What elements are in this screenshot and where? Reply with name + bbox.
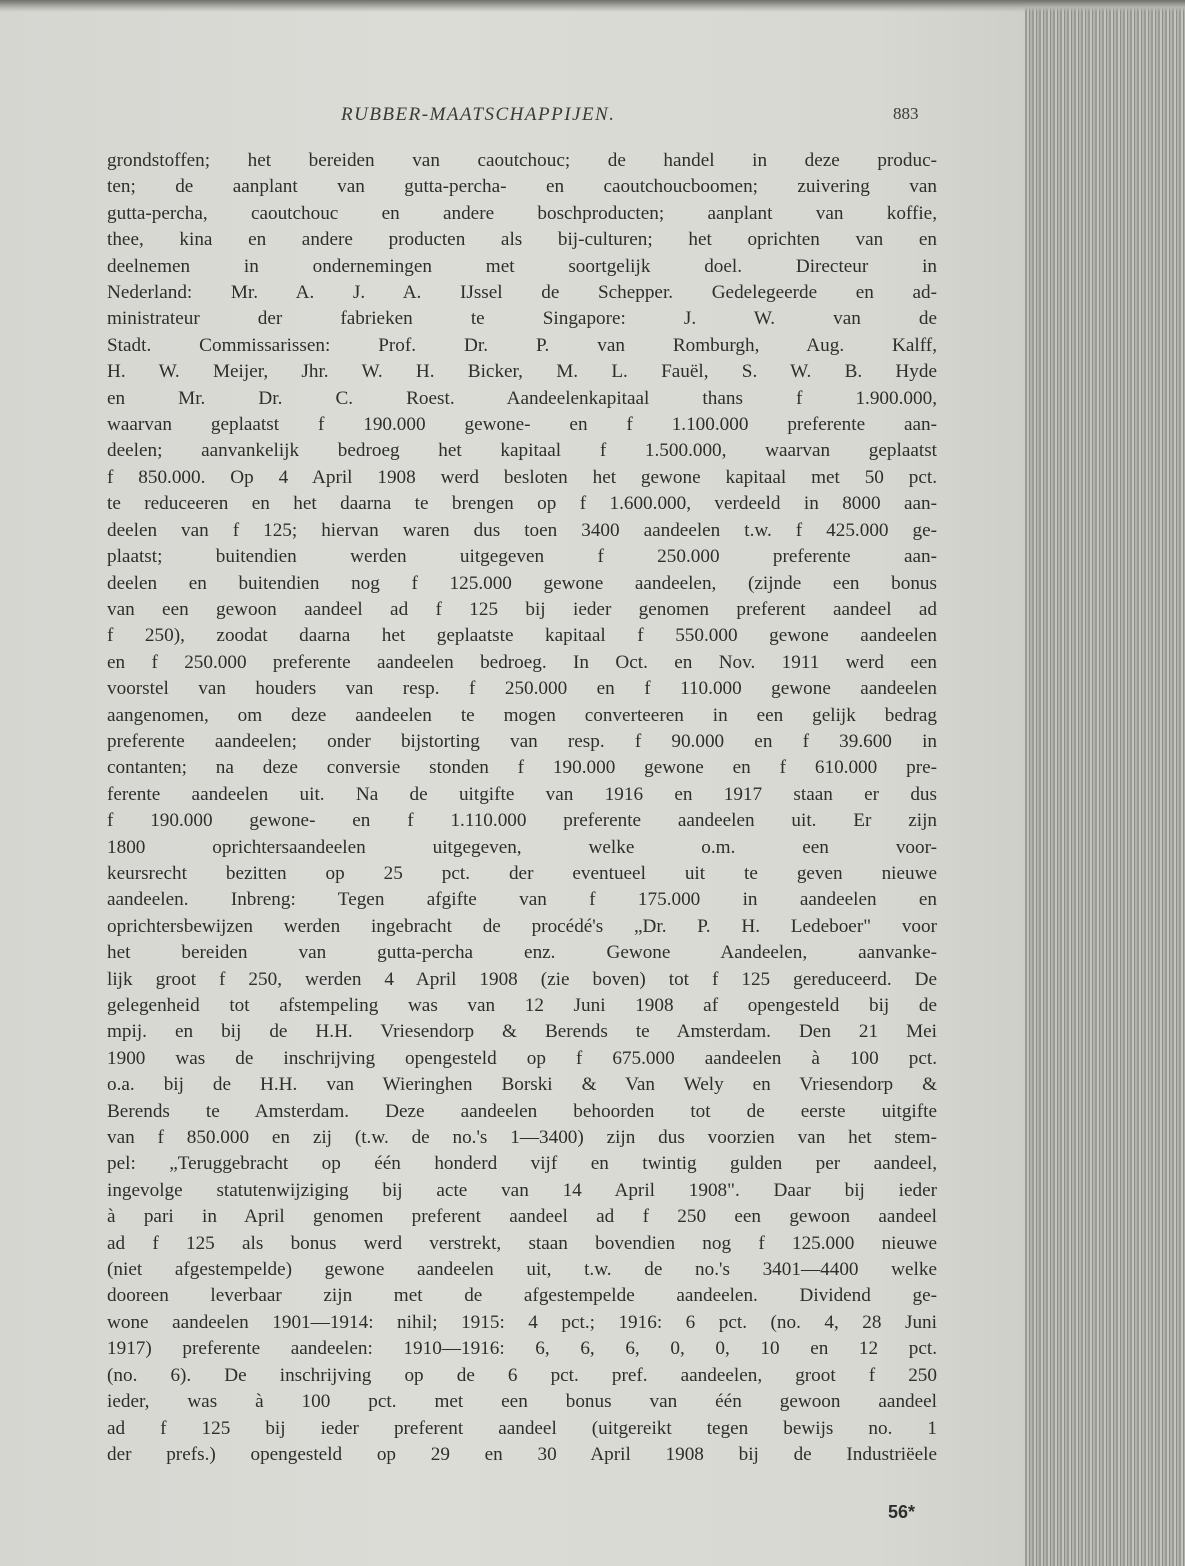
text-line: der prefs.) opengesteld op 29 en 30 April 1908 bij de Industriëele — [107, 1443, 937, 1465]
text-line: gutta-percha, caoutchouc en andere boschproducten; aanplant van koffie, — [107, 202, 937, 224]
page-number: 883 — [893, 104, 919, 123]
text-line: contanten; na deze conversie stonden f 190.000 gewone en f 610.000 pre- — [107, 757, 937, 779]
text-line: ten; de aanplant van gutta-percha- en caoutchoucboomen; zuivering van — [107, 176, 937, 198]
text-line: oprichtersbewijzen werden ingebracht de procédé's „Dr. P. H. Ledeboer" voor — [107, 915, 937, 937]
scan-shadow — [0, 0, 1185, 12]
text-line: 1900 was de inschrijving opengesteld op f 675.000 aandeelen à 100 pct. — [107, 1047, 937, 1069]
text-line: van een gewoon aandeel ad f 125 bij ieder genomen preferent aandeel ad — [107, 598, 937, 620]
text-line: 1917) preferente aandeelen: 1910—1916: 6, 6, 6, 0, 0, 10 en 12 pct. — [107, 1338, 937, 1360]
text-line: van f 850.000 en zij (t.w. de no.'s 1—3400) zijn dus voorzien van het stem- — [107, 1127, 937, 1149]
text-line: Berends te Amsterdam. Deze aandeelen behoorden tot de eerste uitgifte — [107, 1100, 937, 1122]
signature-mark: 56* — [888, 1502, 916, 1522]
text-line: aandeelen. Inbreng: Tegen afgifte van f 175.000 in aandeelen en — [107, 889, 937, 911]
text-line: f 850.000. Op 4 April 1908 werd besloten het gewone kapitaal met 50 pct. — [107, 466, 937, 488]
text-line: ieder, was à 100 pct. met een bonus van één gewoon aandeel — [107, 1391, 937, 1413]
text-line: dooreen leverbaar zijn met de afgestempelde aandeelen. Dividend ge- — [107, 1285, 937, 1307]
text-line: o.a. bij de H.H. van Wieringhen Borski & Van Wely en Vriesendorp & — [107, 1074, 937, 1096]
text-line: H. W. Meijer, Jhr. W. H. Bicker, M. L. Fauël, S. W. B. Hyde — [107, 361, 937, 383]
text-line: ad f 125 als bonus werd verstrekt, staan bovendien nog f 125.000 nieuwe — [107, 1232, 937, 1254]
text-line: aangenomen, om deze aandeelen te mogen converteeren in een gelijk bedrag — [107, 704, 937, 726]
text-line: Stadt. Commissarissen: Prof. Dr. P. van Romburgh, Aug. Kalff, — [107, 334, 937, 356]
running-header — [0, 104, 1025, 134]
running-title: RUBBER-MAATSCHAPPIJEN. — [341, 104, 616, 125]
text-line: grondstoffen; het bereiden van caoutchouc; de handel in deze produc- — [107, 150, 937, 171]
text-line: wone aandeelen 1901—1914: nihil; 1915: 4 pct.; 1916: 6 pct. (no. 4, 28 Juni — [107, 1311, 937, 1333]
text-line: en f 250.000 preferente aandeelen bedroeg. In Oct. en Nov. 1911 werd een — [107, 651, 937, 673]
text-line: (niet afgestempelde) gewone aandeelen uit, t.w. de no.'s 3401—4400 welke — [107, 1259, 937, 1281]
text-line: ferente aandeelen uit. Na de uitgifte van 1916 en 1917 staan er dus — [107, 783, 937, 805]
text-line: deelen; aanvankelijk bedroeg het kapitaal f 1.500.000, waarvan geplaatst — [107, 440, 937, 462]
text-line: ministrateur der fabrieken te Singapore: J. W. van de — [107, 308, 937, 330]
text-line: thee, kina en andere producten als bij-culturen; het oprichten van en — [107, 229, 937, 251]
text-line: deelnemen in ondernemingen met soortgelijk doel. Directeur in — [107, 255, 937, 277]
text-line: gelegenheid tot afstempeling was van 12 Juni 1908 af opengesteld bij de — [107, 995, 937, 1016]
text-line: (no. 6). De inschrijving op de 6 pct. pref. aandeelen, groot f 250 — [107, 1364, 937, 1386]
text-line: deelen en buitendien nog f 125.000 gewone aandeelen, (zijnde een bonus — [107, 572, 937, 594]
text-line: te reduceeren en het daarna te brengen op f 1.600.000, verdeeld in 8000 aan- — [107, 493, 937, 515]
body-text — [107, 148, 937, 1468]
text-line: het bereiden van gutta-percha enz. Gewone Aandeelen, aanvanke- — [107, 942, 937, 964]
text-line: plaatst; buitendien werden uitgegeven f 250.000 preferente aan- — [107, 546, 937, 568]
text-line: preferente aandeelen; onder bijstorting van resp. f 90.000 en f 39.600 in — [107, 730, 937, 752]
text-line: ingevolge statutenwijziging bij acte van 14 April 1908". Daar bij ieder — [107, 1179, 937, 1201]
text-line: Nederland: Mr. A. J. A. IJssel de Schepper. Gedelegeerde en ad- — [107, 282, 937, 304]
text-line: en Mr. Dr. C. Roest. Aandeelenkapitaal thans f 1.900.000, — [107, 387, 937, 409]
text-line: à pari in April genomen preferent aandeel ad f 250 een gewoon aandeel — [107, 1206, 937, 1228]
page-stack-edge — [1025, 0, 1185, 1566]
text-line: pel: „Teruggebracht op één honderd vijf en twintig gulden per aandeel, — [107, 1153, 937, 1175]
text-line: keursrecht bezitten op 25 pct. der eventueel uit te geven nieuwe — [107, 862, 937, 884]
text-line: voorstel van houders van resp. f 250.000 en f 110.000 gewone aandeelen — [107, 678, 937, 700]
text-line: mpij. en bij de H.H. Vriesendorp & Berends te Amsterdam. Den 21 Mei — [107, 1021, 937, 1043]
text-line: f 250), zoodat daarna het geplaatste kapitaal f 550.000 gewone aandeelen — [107, 625, 937, 647]
text-line: 1800 oprichtersaandeelen uitgegeven, welke o.m. een voor- — [107, 836, 937, 858]
text-line: waarvan geplaatst f 190.000 gewone- en f 1.100.000 preferente aan- — [107, 414, 937, 436]
text-line: ad f 125 bij ieder preferent aandeel (uitgereikt tegen bewijs no. 1 — [107, 1417, 937, 1439]
text-line: f 190.000 gewone- en f 1.110.000 preferente aandeelen uit. Er zijn — [107, 810, 937, 832]
text-line: lijk groot f 250, werden 4 April 1908 (zie boven) tot f 125 gereduceerd. De — [107, 968, 937, 990]
text-line: deelen van f 125; hiervan waren dus toen 3400 aandeelen t.w. f 425.000 ge- — [107, 519, 937, 541]
